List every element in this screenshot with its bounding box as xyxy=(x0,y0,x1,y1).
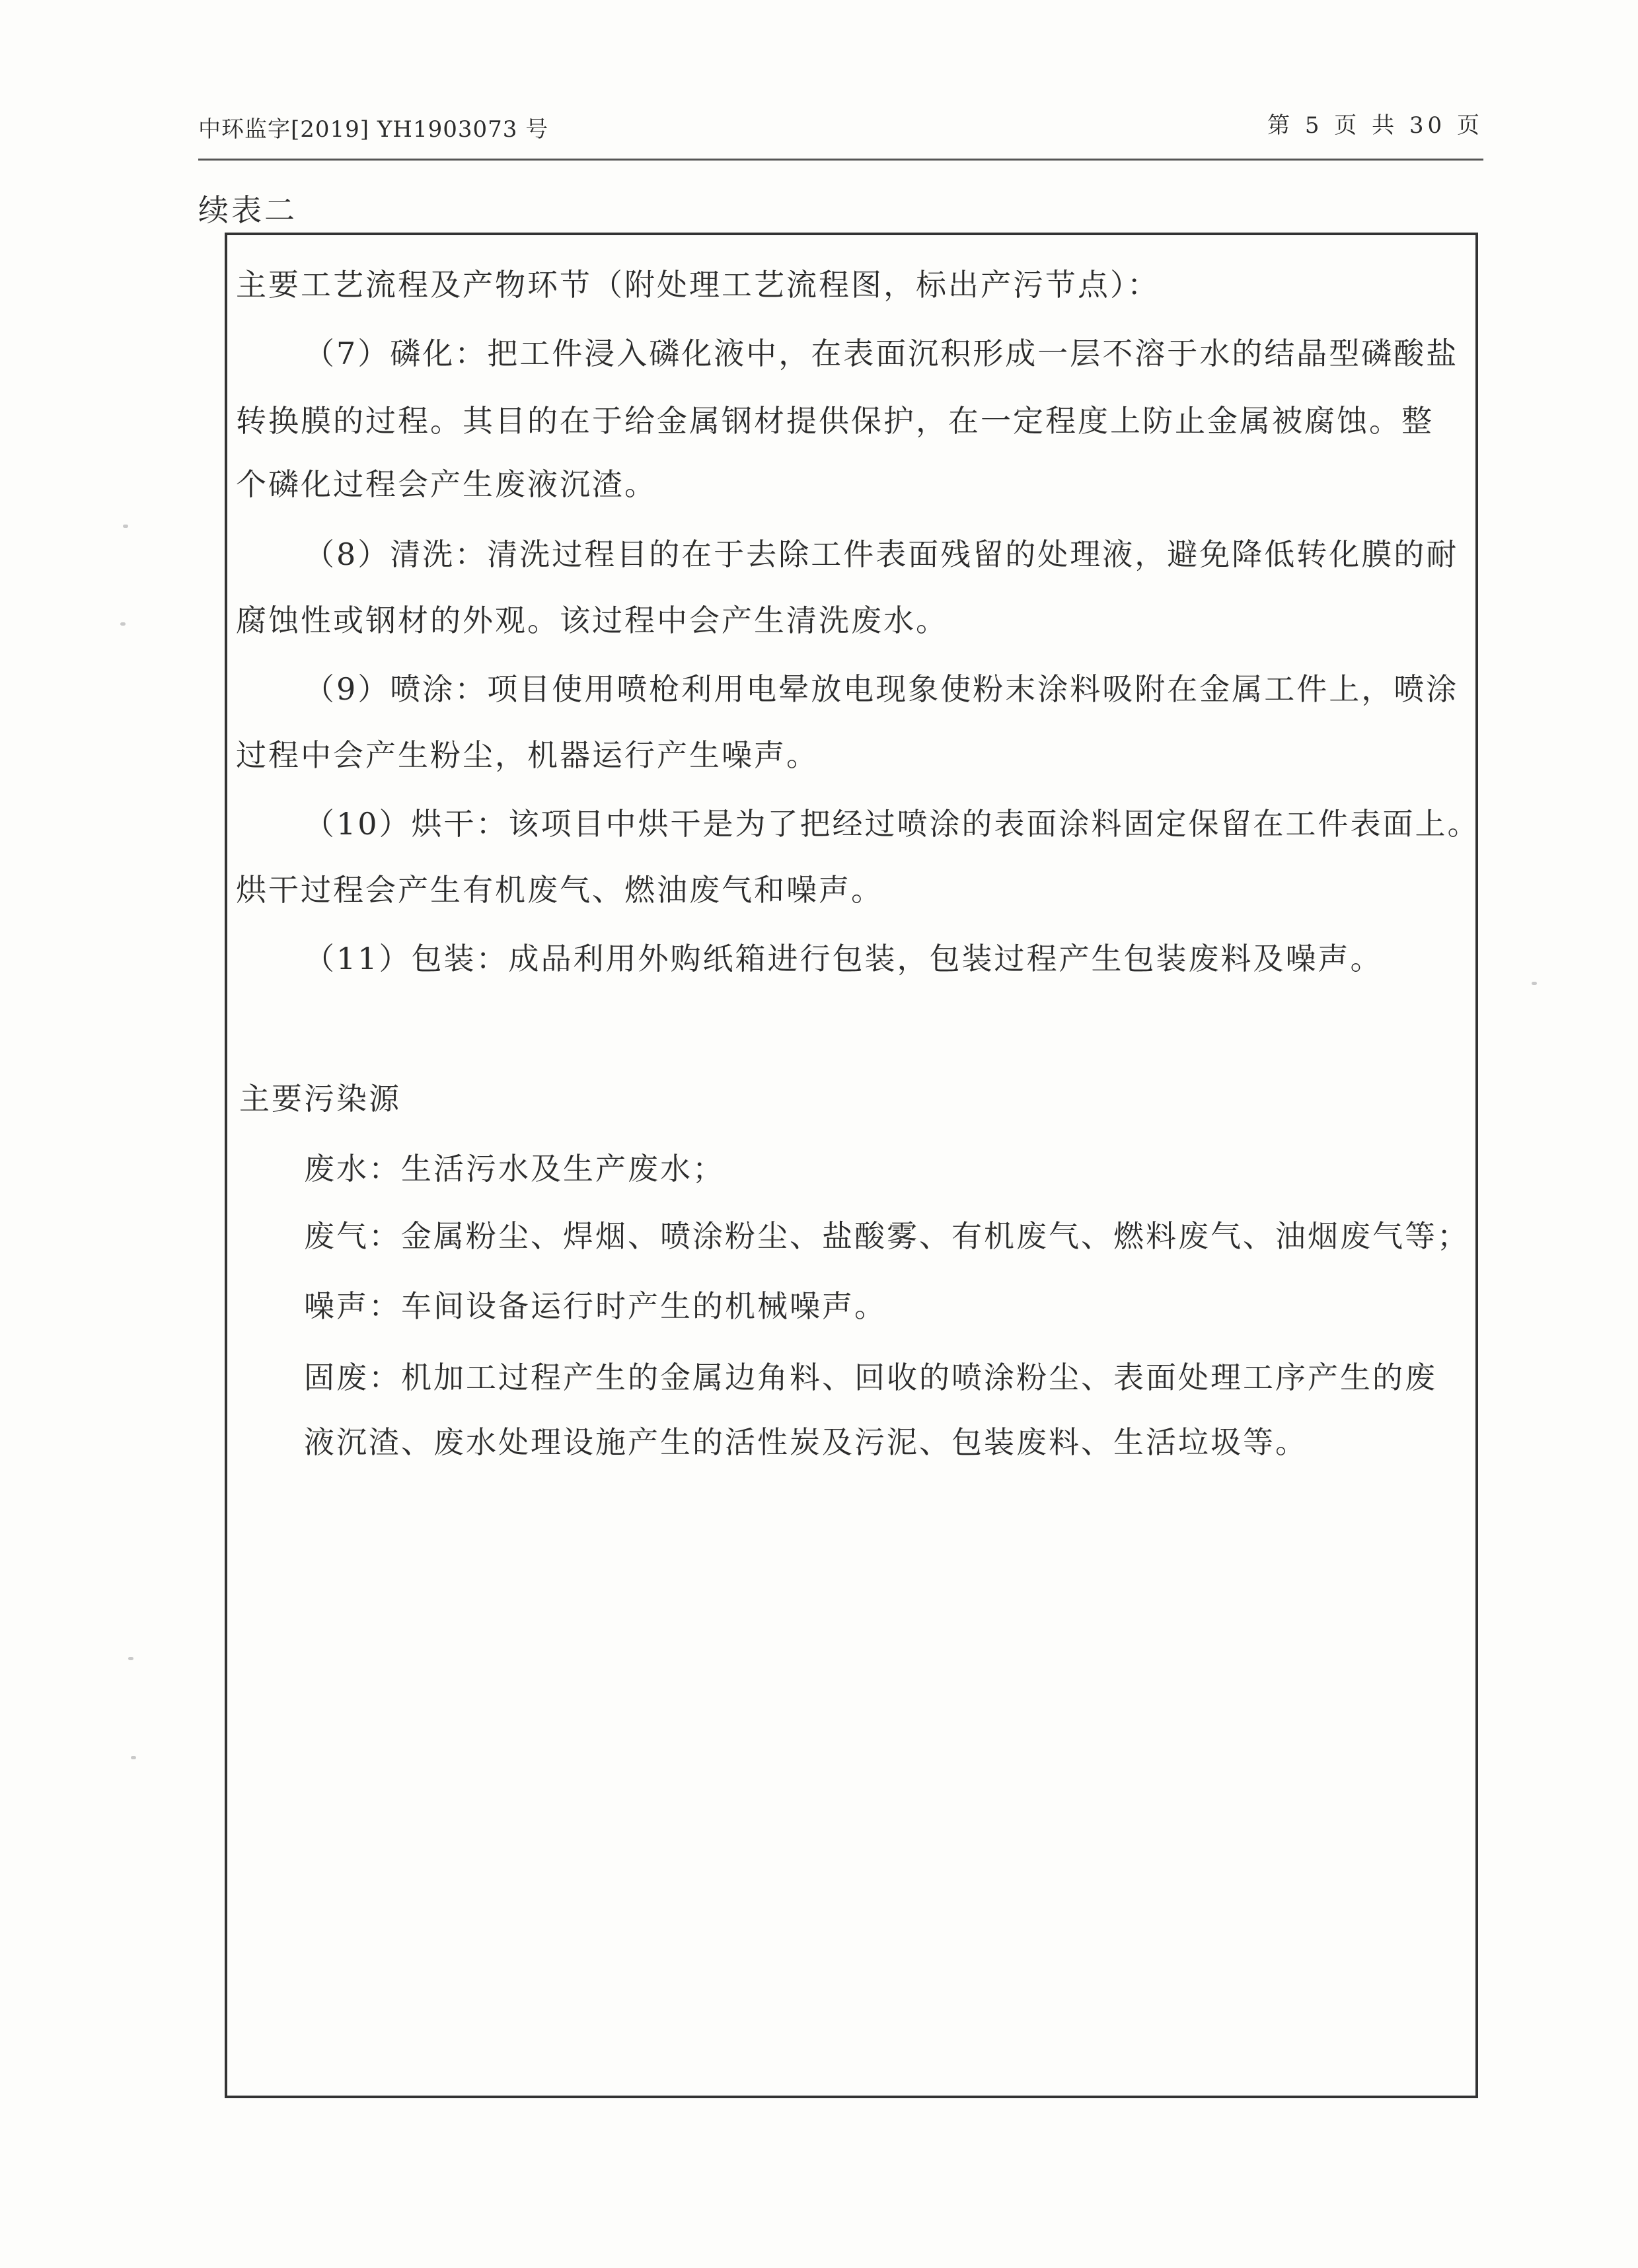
pollution-item-line: 废水：生活污水及生产废水； xyxy=(304,1151,725,1187)
process-step-line: （9）喷涂：项目使用喷枪利用电晕放电现象使粉末涂料吸附在金属工件上，喷涂 xyxy=(304,671,1459,707)
page-indicator: 第 5 页 共 30 页 xyxy=(1267,112,1483,139)
process-step-line: 烘干过程会产生有机废气、燃油废气和噪声。 xyxy=(236,872,883,908)
pollution-heading: 主要污染源 xyxy=(239,1081,401,1116)
process-step-line: 过程中会产生粉尘，机器运行产生噪声。 xyxy=(236,737,819,773)
process-step-line: （8）清洗：清洗过程目的在于去除工件表面残留的处理液，避免降低转化膜的耐 xyxy=(304,536,1459,572)
header-divider xyxy=(198,159,1483,161)
pollution-item-line: 废气：金属粉尘、焊烟、喷涂粉尘、盐酸雾、有机废气、燃料废气、油烟废气等； xyxy=(304,1218,1470,1254)
table-caption: 续表二 xyxy=(198,192,297,228)
scan-speck xyxy=(128,1657,133,1660)
pollution-item-line: 固废：机加工过程产生的金属边角料、回收的喷涂粉尘、表面处理工序产生的废 xyxy=(304,1360,1437,1395)
pollution-item-line: 噪声：车间设备运行时产生的机械噪声。 xyxy=(304,1288,887,1324)
document-number: 中环监字[2019] YH1903073 号 xyxy=(198,116,549,143)
process-step-line: 腐蚀性或钢材的外观。该过程中会产生清洗废水。 xyxy=(236,603,948,638)
process-step-line: 转换膜的过程。其目的在于给金属钢材提供保护，在一定程度上防止金属被腐蚀。整 xyxy=(236,403,1434,439)
scan-speck xyxy=(123,525,128,528)
pollution-item-line: 液沉渣、废水处理设施产生的活性炭及污泥、包装废料、生活垃圾等。 xyxy=(304,1424,1308,1460)
process-step-line: （11）包装：成品利用外购纸箱进行包装，包装过程产生包装废料及噪声。 xyxy=(304,941,1383,976)
process-step-line: 个磷化过程会产生废液沉渣。 xyxy=(236,466,657,502)
scan-speck xyxy=(120,622,126,626)
process-step-line: （7）磷化：把工件浸入磷化液中，在表面沉积形成一层不溶于水的结晶型磷酸盐 xyxy=(304,336,1459,371)
process-heading: 主要工艺流程及产物环节（附处理工艺流程图，标出产污节点）： xyxy=(236,267,1160,303)
process-step-line: （10）烘干：该项目中烘干是为了把经过喷涂的表面涂料固定保留在工件表面上。 xyxy=(304,806,1480,842)
scan-speck xyxy=(1532,982,1537,985)
scan-speck xyxy=(131,1756,136,1759)
